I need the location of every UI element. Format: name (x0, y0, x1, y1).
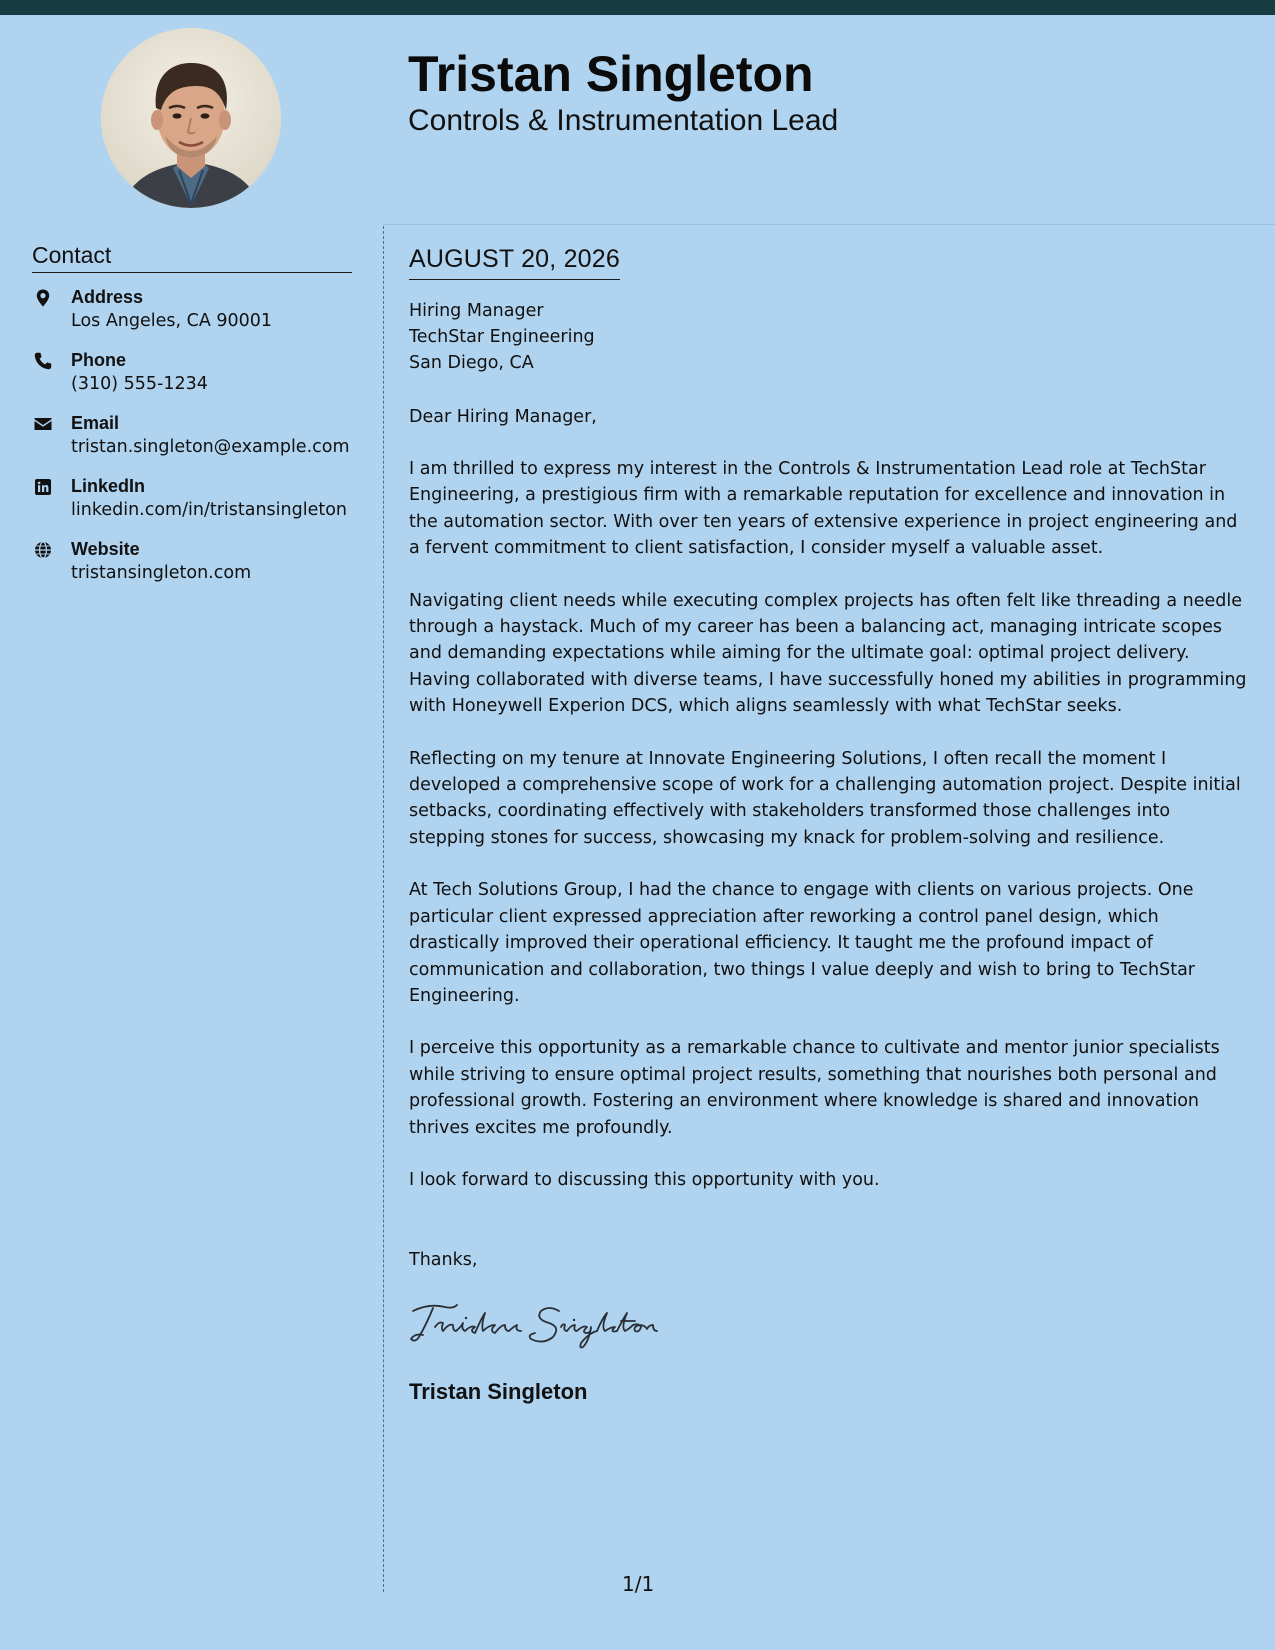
profile-photo (101, 28, 281, 208)
globe-icon (33, 540, 53, 560)
recipient-line: TechStar Engineering (409, 327, 595, 347)
contact-item-email (32, 411, 352, 474)
applicant-role: Controls & Instrumentation Lead (408, 104, 839, 137)
letter-paragraph: Navigating client needs while executing complex projects has often felt like threading a needle through a haystack. Much of my career has been a balancing act, managing intricate scopes and demanding expectations while aiming for the ultimate goal: optimal project delivery. Having collaborated with diverse teams, I have successfully honed my abilities in programming with Honeywell Experion DCS, which aligns seamlessly with what TechStar seeks. (409, 590, 1247, 717)
phone-value: (310) 555-1234 (71, 374, 208, 394)
letter-paragraph: At Tech Solutions Group, I had the chance to engage with clients on various projects. One particular client expressed appreciation after reworking a control panel design, which drastically improved their operational efficiency. It taught me the profound impact of communication and collaboration, two things I value deeply and wish to bring to TechStar Engineering. (409, 880, 1196, 1006)
greeting: Dear Hiring Manager, (409, 407, 597, 427)
contact-item-address (32, 285, 352, 348)
applicant-name: Tristan Singleton (408, 46, 814, 102)
letter-body (409, 242, 1251, 1407)
header-divider (383, 224, 1275, 225)
contact-label: Address (71, 287, 144, 307)
location-pin-icon (33, 288, 53, 308)
letter-paragraph: I am thrilled to express my interest in the Controls & Instrumentation Lead role at TechStar Engineering, a prestigious firm with a remarkable reputation for excellence and innovation in the automation sector. With over ten years of extensive experience in project engineering and a fervent commitment to client satisfaction, I consider myself a valuable asset. (409, 459, 1238, 559)
phone-icon (33, 351, 53, 371)
contact-label: Website (71, 539, 140, 559)
recipient-line: San Diego, CA (409, 353, 534, 373)
contact-heading: Contact (32, 240, 352, 273)
contact-label: LinkedIn (71, 476, 146, 496)
handwritten-signature (409, 1297, 669, 1355)
contact-list (32, 285, 352, 600)
top-accent-bar (0, 0, 1275, 15)
letter-date: AUGUST 20, 2026 (409, 242, 620, 280)
recipient-line: Hiring Manager (409, 301, 544, 321)
envelope-icon (33, 414, 53, 434)
letter-paragraph: Reflecting on my tenure at Innovate Engineering Solutions, I often recall the moment I developed a comprehensive scope of work for a challenging automation project. Despite initial setbacks, coordinating effectively with stakeholders transformed those challenges into stepping stones for success, showcasing my knack for problem-solving and resilience. (409, 748, 1241, 848)
address-value: Los Angeles, CA 90001 (71, 311, 273, 331)
column-divider (383, 226, 384, 1592)
email-link[interactable]: tristan.singleton@example.com (71, 437, 350, 457)
contact-item-phone (32, 348, 352, 411)
linkedin-link[interactable]: linkedin.com/in/tristansingleton (71, 500, 348, 520)
recipient-block (409, 298, 1251, 376)
closing-line: I look forward to discussing this opportunity with you. (409, 1169, 880, 1190)
website-link[interactable]: tristansingleton.com (71, 563, 252, 583)
contact-label: Phone (71, 350, 127, 370)
contact-sidebar (32, 240, 352, 600)
letter-paragraph: I perceive this opportunity as a remarkable chance to cultivate and mentor junior specialists while striving to ensure optimal project results, something that nourishes both personal and professional growth. Fostering an environment where knowledge is shared and innovation thrives excites me profoundly. (409, 1038, 1220, 1138)
linkedin-icon (33, 477, 53, 497)
signer-name: Tristan Singleton (409, 1378, 588, 1404)
contact-label: Email (71, 413, 120, 433)
sign-off: Thanks, (409, 1249, 478, 1270)
contact-item-website (32, 537, 352, 600)
contact-item-linkedin (32, 474, 352, 537)
page-number: 1/1 (622, 1572, 655, 1596)
